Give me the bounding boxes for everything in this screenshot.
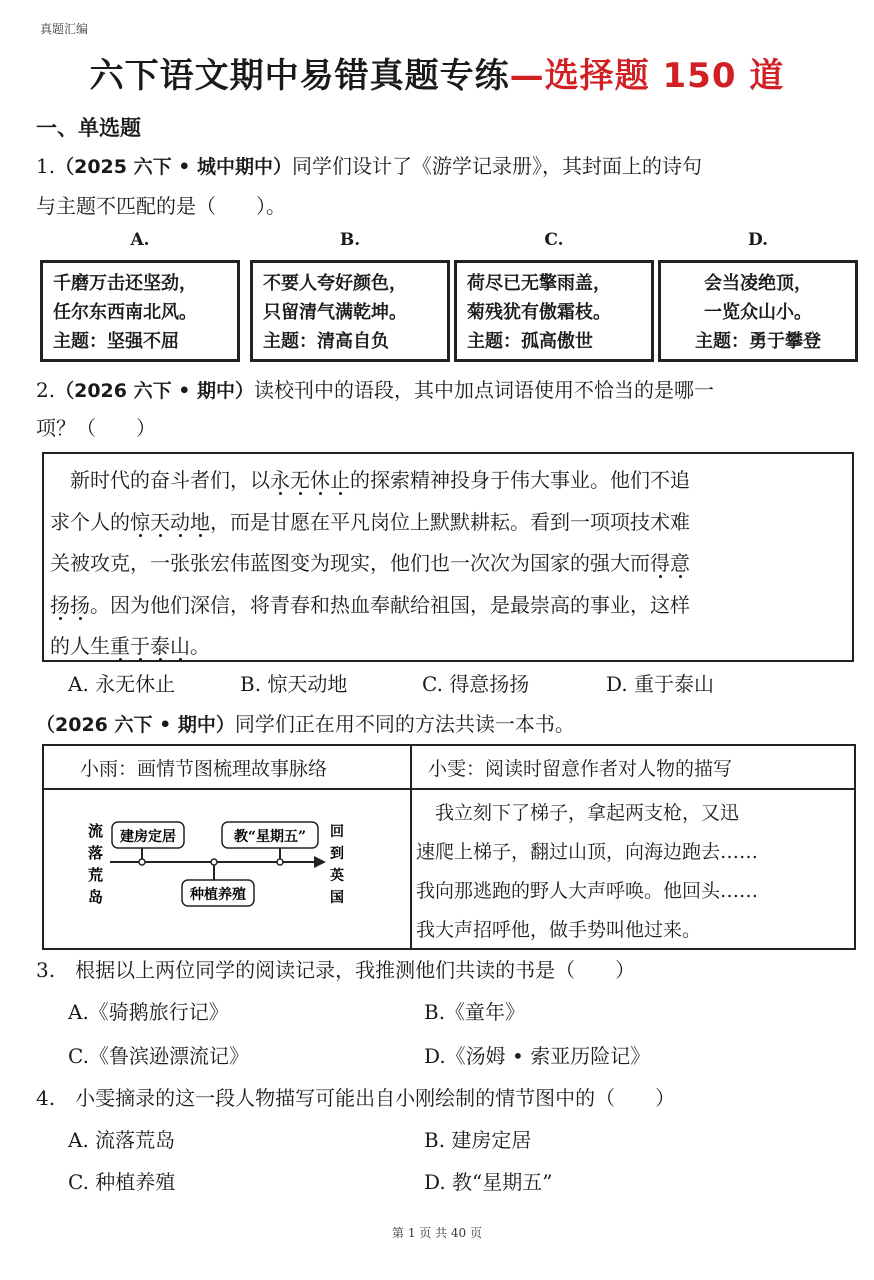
emphasis-char: 泰 xyxy=(150,634,170,658)
emphasis-char: 扬 xyxy=(70,592,90,617)
emphasis-char: 止 xyxy=(330,468,350,492)
q4-option-c[interactable]: C. 种植养殖 xyxy=(68,1170,176,1194)
emphasis-char: 重 xyxy=(110,634,130,658)
emphasis-char: 动 xyxy=(170,509,190,534)
quote-line-2: 速爬上梯子，翻过山顶，向海边跑去…… xyxy=(416,841,759,863)
quote-line-1: 我立刻下了梯子，拿起两支枪，又迅 xyxy=(416,802,740,824)
poem-theme: 主题：孤高傲世 xyxy=(467,331,593,352)
emphasis-char: 得 xyxy=(650,551,670,575)
title-red: 选择题 150 道 xyxy=(544,56,785,96)
passage-text: 求个人的 xyxy=(50,509,130,534)
diagram-end-char: 国 xyxy=(330,890,344,906)
passage-text: ，而是甘愿在平凡岗位上默默耕耘。看到一项项技术难 xyxy=(210,509,690,534)
table-header-right: 小雯：阅读时留意作者对人物的描写 xyxy=(428,758,733,780)
emphasis-char: 休 xyxy=(310,468,330,492)
q3-option-d[interactable]: D.《汤姆 • 索亚历险记》 xyxy=(424,1044,651,1068)
poem-line-1: 千磨万击还坚劲， xyxy=(53,273,197,294)
section-heading: 一、单选题 xyxy=(36,115,141,140)
title-main: 六下语文期中易错真题专练 xyxy=(89,56,510,96)
q1-number: 1. xyxy=(36,154,56,178)
q1-option-c-letter: C. xyxy=(544,230,564,250)
poem-line-2: 菊残犹有傲霜枝。 xyxy=(467,302,611,323)
question-1-line-1 xyxy=(36,146,702,187)
q3-option-c[interactable]: C.《鲁滨逊漂流记》 xyxy=(68,1044,249,1068)
q3-text: 根据以上两位同学的阅读记录，我推测他们共读的书是（ ） xyxy=(75,958,636,982)
header-label: 真题汇编 xyxy=(40,22,89,36)
q3-number: 3. xyxy=(36,958,56,982)
diagram-start-char: 岛 xyxy=(88,888,104,906)
table-divider-vertical xyxy=(410,746,412,948)
quote-line-4: 我大声招呼他，做手势叫他过来。 xyxy=(416,919,702,941)
diagram-node xyxy=(139,859,145,865)
q1-option-b-box[interactable] xyxy=(250,260,450,362)
emphasis-char: 于 xyxy=(130,634,150,658)
q1-source: （2025 六下 • 城中期中） xyxy=(55,156,292,178)
passage-line-3 xyxy=(50,543,842,585)
title-dash: — xyxy=(509,56,545,96)
diagram-box-3-label: 教“星期五” xyxy=(233,829,307,845)
poem-line-2: 只留清气满乾坤。 xyxy=(263,302,407,323)
passage-line-4 xyxy=(50,585,842,627)
q2-option-d[interactable]: D. 重于泰山 xyxy=(606,672,715,696)
dotted-word-4 xyxy=(110,634,190,658)
poem-theme: 主题：坚强不屈 xyxy=(53,331,179,352)
passage-text: 关被攻克，一张张宏伟蓝图变为现实，他们也一次次为国家的强大而 xyxy=(50,551,650,575)
diagram-box-1-label: 建房定居 xyxy=(120,829,176,845)
q1-option-c-box[interactable] xyxy=(454,260,654,362)
emphasis-char: 无 xyxy=(290,468,310,492)
diagram-end-char: 到 xyxy=(330,846,344,862)
plot-diagram xyxy=(44,790,410,950)
emphasis-char: 永 xyxy=(270,468,290,492)
page-title xyxy=(0,48,874,97)
q4-option-b[interactable]: B. 建房定居 xyxy=(424,1128,532,1152)
q2-option-c[interactable]: C. 得意扬扬 xyxy=(422,672,530,696)
q1-option-b-letter: B. xyxy=(339,230,361,250)
q3-intro xyxy=(36,704,575,745)
poem-line-1: 荷尽已无擎雨盖， xyxy=(467,273,611,294)
q2-source: （2026 六下 • 期中） xyxy=(55,380,254,402)
q3-intro-text: 同学们正在用不同的方法共读一本书。 xyxy=(234,712,575,736)
emphasis-char: 惊 xyxy=(130,509,150,534)
diagram-start-char: 荒 xyxy=(88,866,104,884)
q4-text: 小雯摘录的这一段人物描写可能出自小刚绘制的情节图中的（ ） xyxy=(75,1086,676,1110)
emphasis-char: 扬 xyxy=(50,592,70,617)
q1-text-2: 与主题不匹配的是（ ）。 xyxy=(36,194,286,218)
passage-line-2 xyxy=(50,502,842,544)
poem-line-2: 任尔东西南北风。 xyxy=(53,302,197,323)
poem-line-1: 不要人夸好颜色， xyxy=(263,273,407,294)
question-2-line-1 xyxy=(36,370,714,411)
passage-text: 新时代的奋斗者们，以 xyxy=(70,468,270,492)
q3-intro-source: （2026 六下 • 期中） xyxy=(36,714,235,736)
q2-text-1: 读校刊中的语段，其中加点词语使用不恰当的是哪一 xyxy=(253,378,714,402)
q2-option-a[interactable]: A. 永无休止 xyxy=(68,672,176,696)
q4-number: 4. xyxy=(36,1086,56,1110)
diagram-end-char: 英 xyxy=(330,868,344,884)
q2-text-2: 项？（ ） xyxy=(36,416,156,440)
question-4 xyxy=(36,1078,675,1118)
q1-option-d-letter: D. xyxy=(747,230,769,250)
quote-line-3: 我向那逃跑的野人大声呼唤。他回头…… xyxy=(416,880,759,902)
dotted-word-3a xyxy=(650,551,690,575)
diagram-node xyxy=(211,859,217,865)
diagram-arrowhead xyxy=(314,856,326,868)
q1-option-d-box[interactable] xyxy=(658,260,858,362)
q1-text-1: 同学们设计了《游学记录册》，其封面上的诗句 xyxy=(291,154,702,178)
passage-text: 。因为他们深信，将青春和热血奉献给祖国，是最崇高的事业，这样 xyxy=(90,592,690,617)
poem-line-1: 会当凌绝顶， xyxy=(704,273,812,294)
passage-line-5 xyxy=(50,626,842,668)
dotted-word-1 xyxy=(270,468,350,492)
diagram-end-char: 回 xyxy=(330,824,344,840)
q2-number: 2. xyxy=(36,378,56,402)
q4-option-a[interactable]: A. 流落荒岛 xyxy=(68,1128,176,1152)
passage-text: 。 xyxy=(190,634,210,658)
emphasis-char: 山 xyxy=(170,634,190,658)
passage-text: 的人生 xyxy=(50,634,110,658)
page-footer: 第 1 页 共 40 页 xyxy=(392,1226,482,1240)
diagram-node xyxy=(277,859,283,865)
reading-record-table xyxy=(42,744,856,950)
emphasis-char: 意 xyxy=(670,551,690,575)
q2-option-b[interactable]: B. 惊天动地 xyxy=(240,672,348,696)
emphasis-char: 地 xyxy=(190,509,210,534)
poem-theme: 主题：清高自负 xyxy=(263,331,389,352)
emphasis-char: 天 xyxy=(150,509,170,534)
q4-option-d[interactable]: D. 教“星期五” xyxy=(424,1170,553,1194)
q3-option-a[interactable]: A.《骑鹅旅行记》 xyxy=(68,1000,229,1024)
poem-line-2: 一览众山小。 xyxy=(704,302,812,323)
diagram-box-2-label: 种植养殖 xyxy=(190,887,246,903)
dotted-word-3b xyxy=(50,593,90,617)
passage-line-1 xyxy=(50,460,842,502)
diagram-start-char: 落 xyxy=(88,844,104,862)
table-header-left: 小雨：画情节图梳理故事脉络 xyxy=(80,758,328,780)
poem-theme: 主题：勇于攀登 xyxy=(695,331,821,352)
q3-option-b[interactable]: B.《童年》 xyxy=(424,1000,526,1024)
dotted-word-2 xyxy=(130,510,210,534)
q1-option-a-box[interactable] xyxy=(40,260,240,362)
diagram-start-char: 流 xyxy=(88,822,104,840)
q1-option-a-letter: A. xyxy=(130,230,150,250)
q2-passage xyxy=(42,452,854,662)
question-3 xyxy=(36,950,635,990)
passage-text: 的探索精神投身于伟大事业。他们不追 xyxy=(350,468,690,492)
